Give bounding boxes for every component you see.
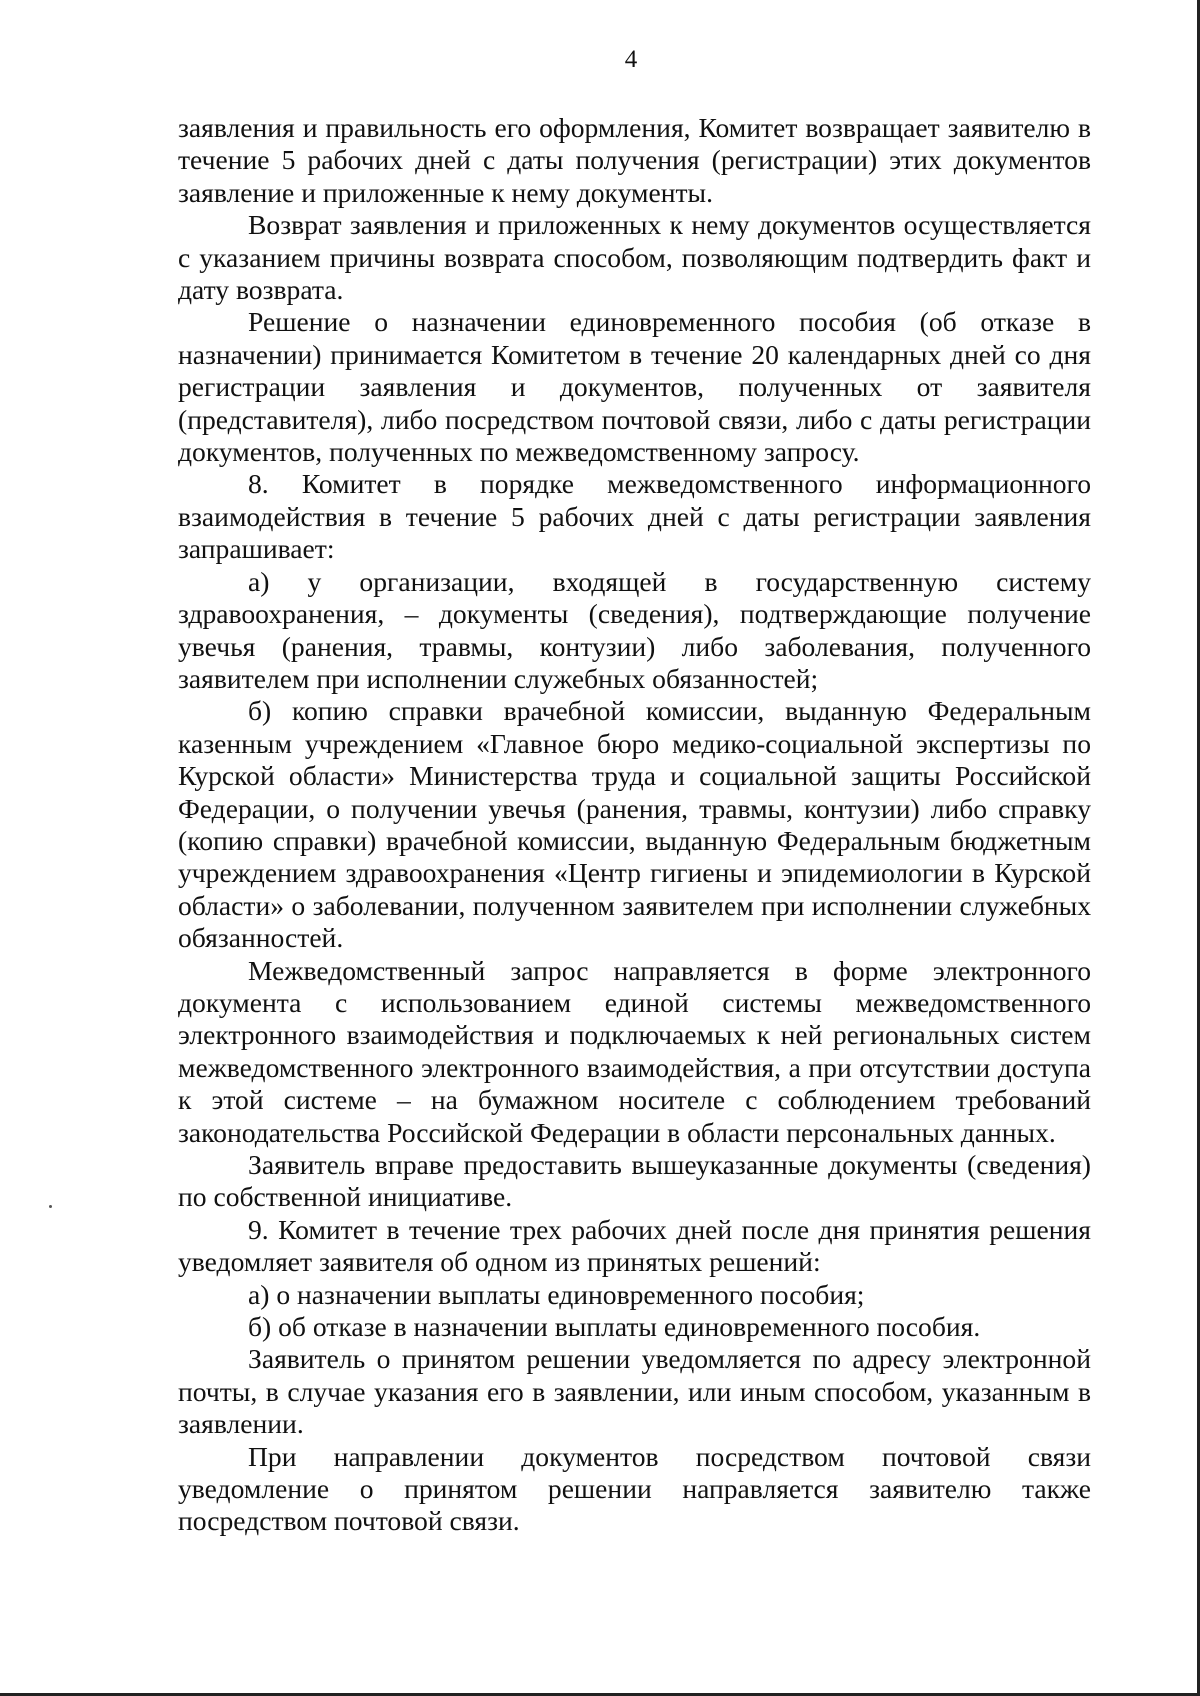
paragraph: Возврат заявления и приложенных к нему документов осуществляется с указанием причины возврата способом, позволяющим подтвердить факт и дату возврата. <box>178 209 1091 306</box>
paragraph: заявления и правильность его оформления, Комитет возвращает заявителю в течение 5 рабочих дней с даты получения (регистрации) этих документов заявление и приложенные к нему документы. <box>178 112 1091 208</box>
paragraph: Межведомственный запрос направляется в форме электронного документа с использованием единой системы межведомственного электронного взаимодействия и подключаемых к ней региональных систем межведомственного электронного взаимодействия, а при отсутствии доступа к этой системе – на бумажном носителе с соблюдением требований законодательства Российской Федерации в области персональных данных. <box>178 954 1091 1148</box>
paragraph: а) у организации, входящей в государственную систему здравоохранения, – документы (сведения), подтверждающие получение увечья (ранения, травмы, контузии) либо заболевания, полученного заявителем при исполнении служебных обязанностей; <box>178 565 1091 694</box>
paragraph: Заявитель о принятом решении уведомляется по адресу электронной почты, в случае указания его в заявлении, или иным способом, указанным в заявлении. <box>178 1343 1091 1440</box>
paragraph: а) о назначении выплаты единовременного пособия; <box>248 1278 865 1310</box>
paragraph: 8. Комитет в порядке межведомственного информационного взаимодействия в течение 5 рабочих дней с даты регистрации заявления запрашивает: <box>178 468 1091 565</box>
document-body <box>178 112 1091 1538</box>
page-number: 4 <box>624 46 638 73</box>
paragraph: Решение о назначении единовременного пособия (об отказе в назначении) принимается Комитетом в течение 20 календарных дней со дня регистрации заявления и документов, полученных от заявителя (представителя), либо посредством почтовой связи, либо с даты регистрации документов, полученных по межведомственному запросу. <box>178 306 1091 468</box>
scan-speck <box>49 1205 52 1208</box>
paragraph: Заявитель вправе предоставить вышеуказанные документы (сведения) по собственной инициативе. <box>178 1149 1091 1213</box>
paragraph: б) об отказе в назначении выплаты единовременного пособия. <box>248 1311 981 1343</box>
paragraph: б) копию справки врачебной комиссии, выданную Федеральным казенным учреждением «Главное бюро медико-социальной экспертизы по Курской области» Министерства труда и социальной защиты Российской Федерации, о получении увечья (ранения, травмы, контузии) либо справку (копию справки) врачебной комиссии, выданную Федеральным бюджетным учреждением здравоохранения «Центр гигиены и эпидемиологии в Курской области» о заболевании, полученном заявителем при исполнении служебных обязанностей. <box>178 695 1091 954</box>
paragraph: 9. Комитет в течение трех рабочих дней после дня принятия решения уведомляет заявителя об одном из принятых решений: <box>178 1213 1091 1278</box>
paragraph: При направлении документов посредством почтовой связи уведомление о принятом решении направляется заявителю также посредством почтовой связи. <box>178 1440 1091 1537</box>
